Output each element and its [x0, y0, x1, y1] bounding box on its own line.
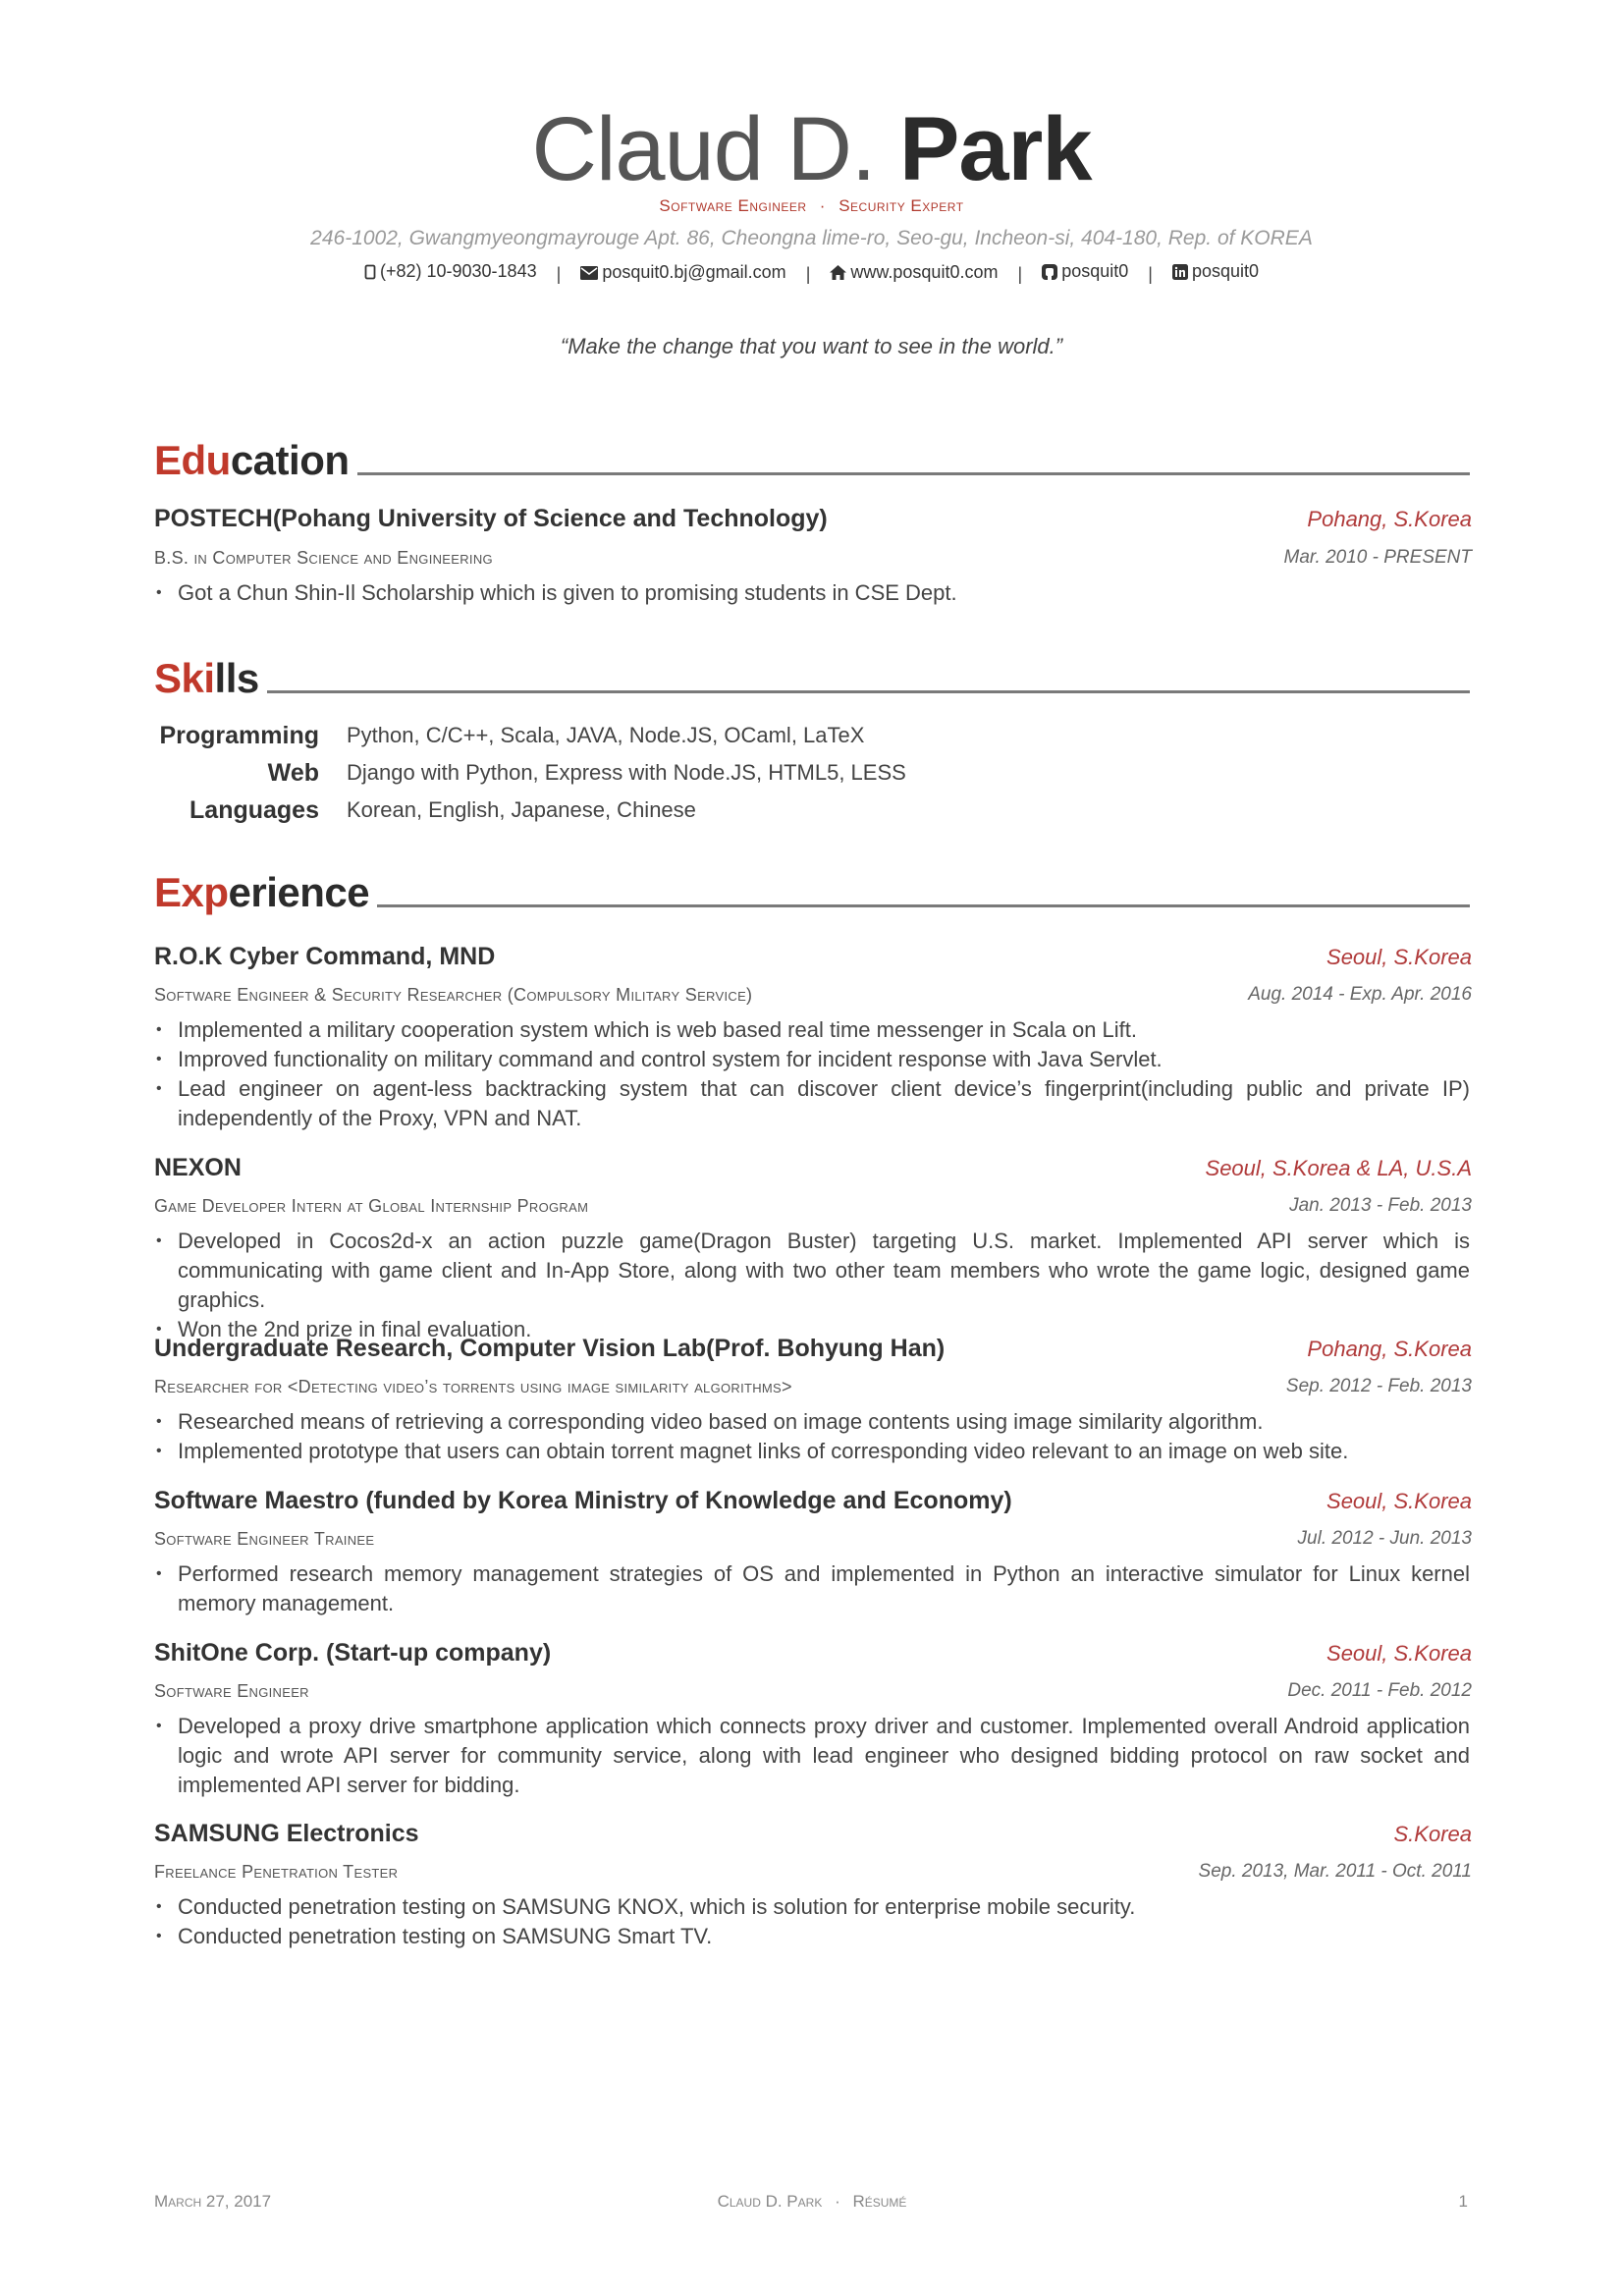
contact-github-text: posquit0: [1061, 261, 1129, 281]
experience-position: Researcher for <Detecting video’s torrents using image similarity algorithms>: [154, 1377, 792, 1396]
section-title-rest: erience: [228, 869, 370, 915]
contact-homepage-text: www.posquit0.com: [850, 261, 999, 282]
section-rule: [377, 904, 1470, 907]
linkedin-icon: [1172, 264, 1188, 280]
position-security-expert: Security Expert: [839, 196, 964, 215]
section-title-highlight: Exp: [154, 869, 229, 915]
home-icon: [830, 265, 846, 280]
skill-category: Programming: [159, 721, 319, 749]
experience-title: Undergraduate Research, Computer Vision Lab(Prof. Bohyung Han): [154, 1335, 946, 1362]
skill-items: Python, C/C++, Scala, JAVA, Node.JS, OCaml, LaTeX: [347, 723, 865, 747]
experience-date: Sep. 2012 - Feb. 2013: [1285, 1376, 1472, 1396]
contact-separator: |: [805, 263, 811, 284]
experience-bullets: [154, 1712, 1470, 1800]
experience-title: NEXON: [154, 1154, 242, 1181]
position-software-engineer: Software Engineer: [659, 196, 807, 215]
section-title-highlight: Edu: [154, 437, 231, 483]
education-title: POSTECH(Pohang University of Science and Technology): [154, 505, 828, 532]
footer-date: March 27, 2017: [154, 2192, 272, 2211]
section-title-highlight: Ski: [154, 655, 215, 701]
first-name: Claud D.: [531, 99, 876, 199]
skill-row: [154, 754, 906, 792]
experience-position: Software Engineer: [154, 1681, 309, 1701]
experience-date: Jul. 2012 - Jun. 2013: [1297, 1528, 1472, 1549]
experience-bullets: [154, 1227, 1470, 1344]
contact-email[interactable]: [580, 262, 785, 283]
contact-separator: |: [556, 263, 562, 284]
skill-items: Django with Python, Express with Node.JS, HTML5, LESS: [347, 760, 906, 785]
list-item: • Lead engineer on agent-less backtracking system that can discover client device’s fingerprint(including public and private IP) independently of the Proxy, VPN and NAT.: [154, 1074, 1470, 1133]
experience-title: Software Maestro (funded by Korea Ministry of Knowledge and Economy): [154, 1487, 1012, 1514]
contact-linkedin[interactable]: [1172, 261, 1259, 282]
experience-location: S.Korea: [1393, 1822, 1472, 1846]
list-item: • Got a Chun Shin-Il Scholarship which is given to promising students in CSE Dept.: [154, 578, 1470, 608]
contact-separator: |: [1148, 263, 1153, 284]
section-title-experience: [154, 870, 1470, 915]
section-title-rest: lls: [214, 655, 259, 701]
skill-row: [154, 717, 906, 754]
footer-doc: Résumé: [852, 2192, 907, 2211]
list-item: • Conducted penetration testing on SAMSUNG KNOX, which is solution for enterprise mobile security.: [154, 1892, 1470, 1922]
list-item: • Implemented a military cooperation system which is web based real time messenger in Scala on Lift.: [154, 1015, 1470, 1045]
education-date: Mar. 2010 - PRESENT: [1283, 547, 1472, 568]
github-icon: [1042, 264, 1057, 280]
position-separator: ·: [819, 196, 826, 215]
list-item: • Conducted penetration testing on SAMSUNG Smart TV.: [154, 1922, 1470, 1951]
skill-category: Web: [267, 758, 319, 787]
list-item: • Developed in Cocos2d-x an action puzzle game(Dragon Buster) targeting U.S. market. Implemented API server which is communicating with game client and In-App Store, along with two other team members who wrote the game logic, designed game graphics.: [154, 1227, 1470, 1315]
list-item: • Won the 2nd prize in final evaluation.: [154, 1315, 1470, 1344]
contact-github[interactable]: [1042, 261, 1128, 282]
experience-location: Pohang, S.Korea: [1307, 1337, 1472, 1361]
experience-date: Jan. 2013 - Feb. 2013: [1289, 1195, 1472, 1216]
footer-name: Claud D. Park: [717, 2192, 823, 2211]
position-line: [0, 196, 1623, 216]
experience-position: Freelance Penetration Tester: [154, 1862, 399, 1882]
skills-table: [154, 717, 906, 829]
section-rule: [357, 472, 1470, 475]
experience-title: ShitOne Corp. (Start-up company): [154, 1639, 552, 1667]
contact-email-text: posquit0.bj@gmail.com: [602, 262, 786, 282]
list-item: • Developed a proxy drive smartphone application which connects proxy driver and customer. Implemented overall Android application logic and wrote API server for community service, along with lead engineer who designed bidding protocol on raw socket and implemented API server for bidding.: [154, 1712, 1470, 1800]
experience-bullets: [154, 1559, 1470, 1618]
experience-position: Software Engineer & Security Researcher (Compulsory Military Service): [154, 985, 753, 1005]
education-degree: B.S. in Computer Science and Engineering: [154, 548, 493, 568]
section-title-rest: cation: [230, 437, 350, 483]
skill-category: Languages: [189, 795, 319, 824]
resume-name: [0, 100, 1623, 198]
contact-mobile-text: (+82) 10-9030-1843: [379, 261, 537, 281]
list-item: • Improved functionality on military command and control system for incident response with Java Servlet.: [154, 1045, 1470, 1074]
experience-bullets: [154, 1015, 1470, 1133]
skill-items: Korean, English, Japanese, Chinese: [347, 797, 696, 822]
last-name: Park: [899, 99, 1092, 199]
experience-location: Seoul, S.Korea: [1326, 945, 1472, 969]
experience-bullets: [154, 1892, 1470, 1951]
experience-location: Seoul, S.Korea: [1326, 1641, 1472, 1666]
experience-location: Seoul, S.Korea: [1326, 1489, 1472, 1513]
section-title-education: [154, 438, 1470, 483]
experience-title: R.O.K Cyber Command, MND: [154, 943, 496, 970]
skill-row: [154, 792, 906, 829]
list-item: • Researched means of retrieving a corresponding video based on image contents using image similarity algorithm.: [154, 1407, 1470, 1437]
address: 246-1002, Gwangmyeongmayrouge Apt. 86, Cheongna lime-ro, Seo-gu, Incheon-si, 404-180, Rep. of KOREA: [310, 227, 1313, 249]
footer-title: [154, 2192, 1470, 2212]
page-number: 1: [1458, 2192, 1468, 2211]
contact-linkedin-text: posquit0: [1191, 261, 1260, 281]
section-title-skills: [154, 656, 1470, 701]
experience-position: Game Developer Intern at Global Internship Program: [154, 1196, 589, 1216]
experience-date: Sep. 2013, Mar. 2011 - Oct. 2011: [1198, 1861, 1472, 1882]
footer-separator: ·: [835, 2192, 840, 2211]
mobile-icon: [364, 264, 376, 280]
contact-mobile[interactable]: [364, 261, 537, 282]
experience-location: Seoul, S.Korea & LA, U.S.A: [1205, 1156, 1472, 1180]
education-bullets: [154, 578, 1470, 608]
section-rule: [267, 690, 1470, 693]
contact-bar: [0, 261, 1623, 285]
experience-date: Aug. 2014 - Exp. Apr. 2016: [1248, 984, 1472, 1005]
list-item: • Implemented prototype that users can obtain torrent magnet links of corresponding video relevant to an image on web site.: [154, 1437, 1470, 1466]
experience-title: SAMSUNG Electronics: [154, 1820, 419, 1847]
contact-separator: |: [1017, 263, 1023, 284]
contact-homepage[interactable]: [830, 262, 998, 283]
experience-bullets: [154, 1407, 1470, 1466]
quote: “Make the change that you want to see in the world.”: [560, 334, 1063, 358]
experience-date: Dec. 2011 - Feb. 2012: [1287, 1680, 1472, 1701]
list-item: • Performed research memory management strategies of OS and implemented in Python an interactive simulator for Linux kernel memory management.: [154, 1559, 1470, 1618]
envelope-icon: [580, 266, 598, 280]
experience-position: Software Engineer Trainee: [154, 1529, 375, 1549]
education-location: Pohang, S.Korea: [1307, 507, 1472, 531]
